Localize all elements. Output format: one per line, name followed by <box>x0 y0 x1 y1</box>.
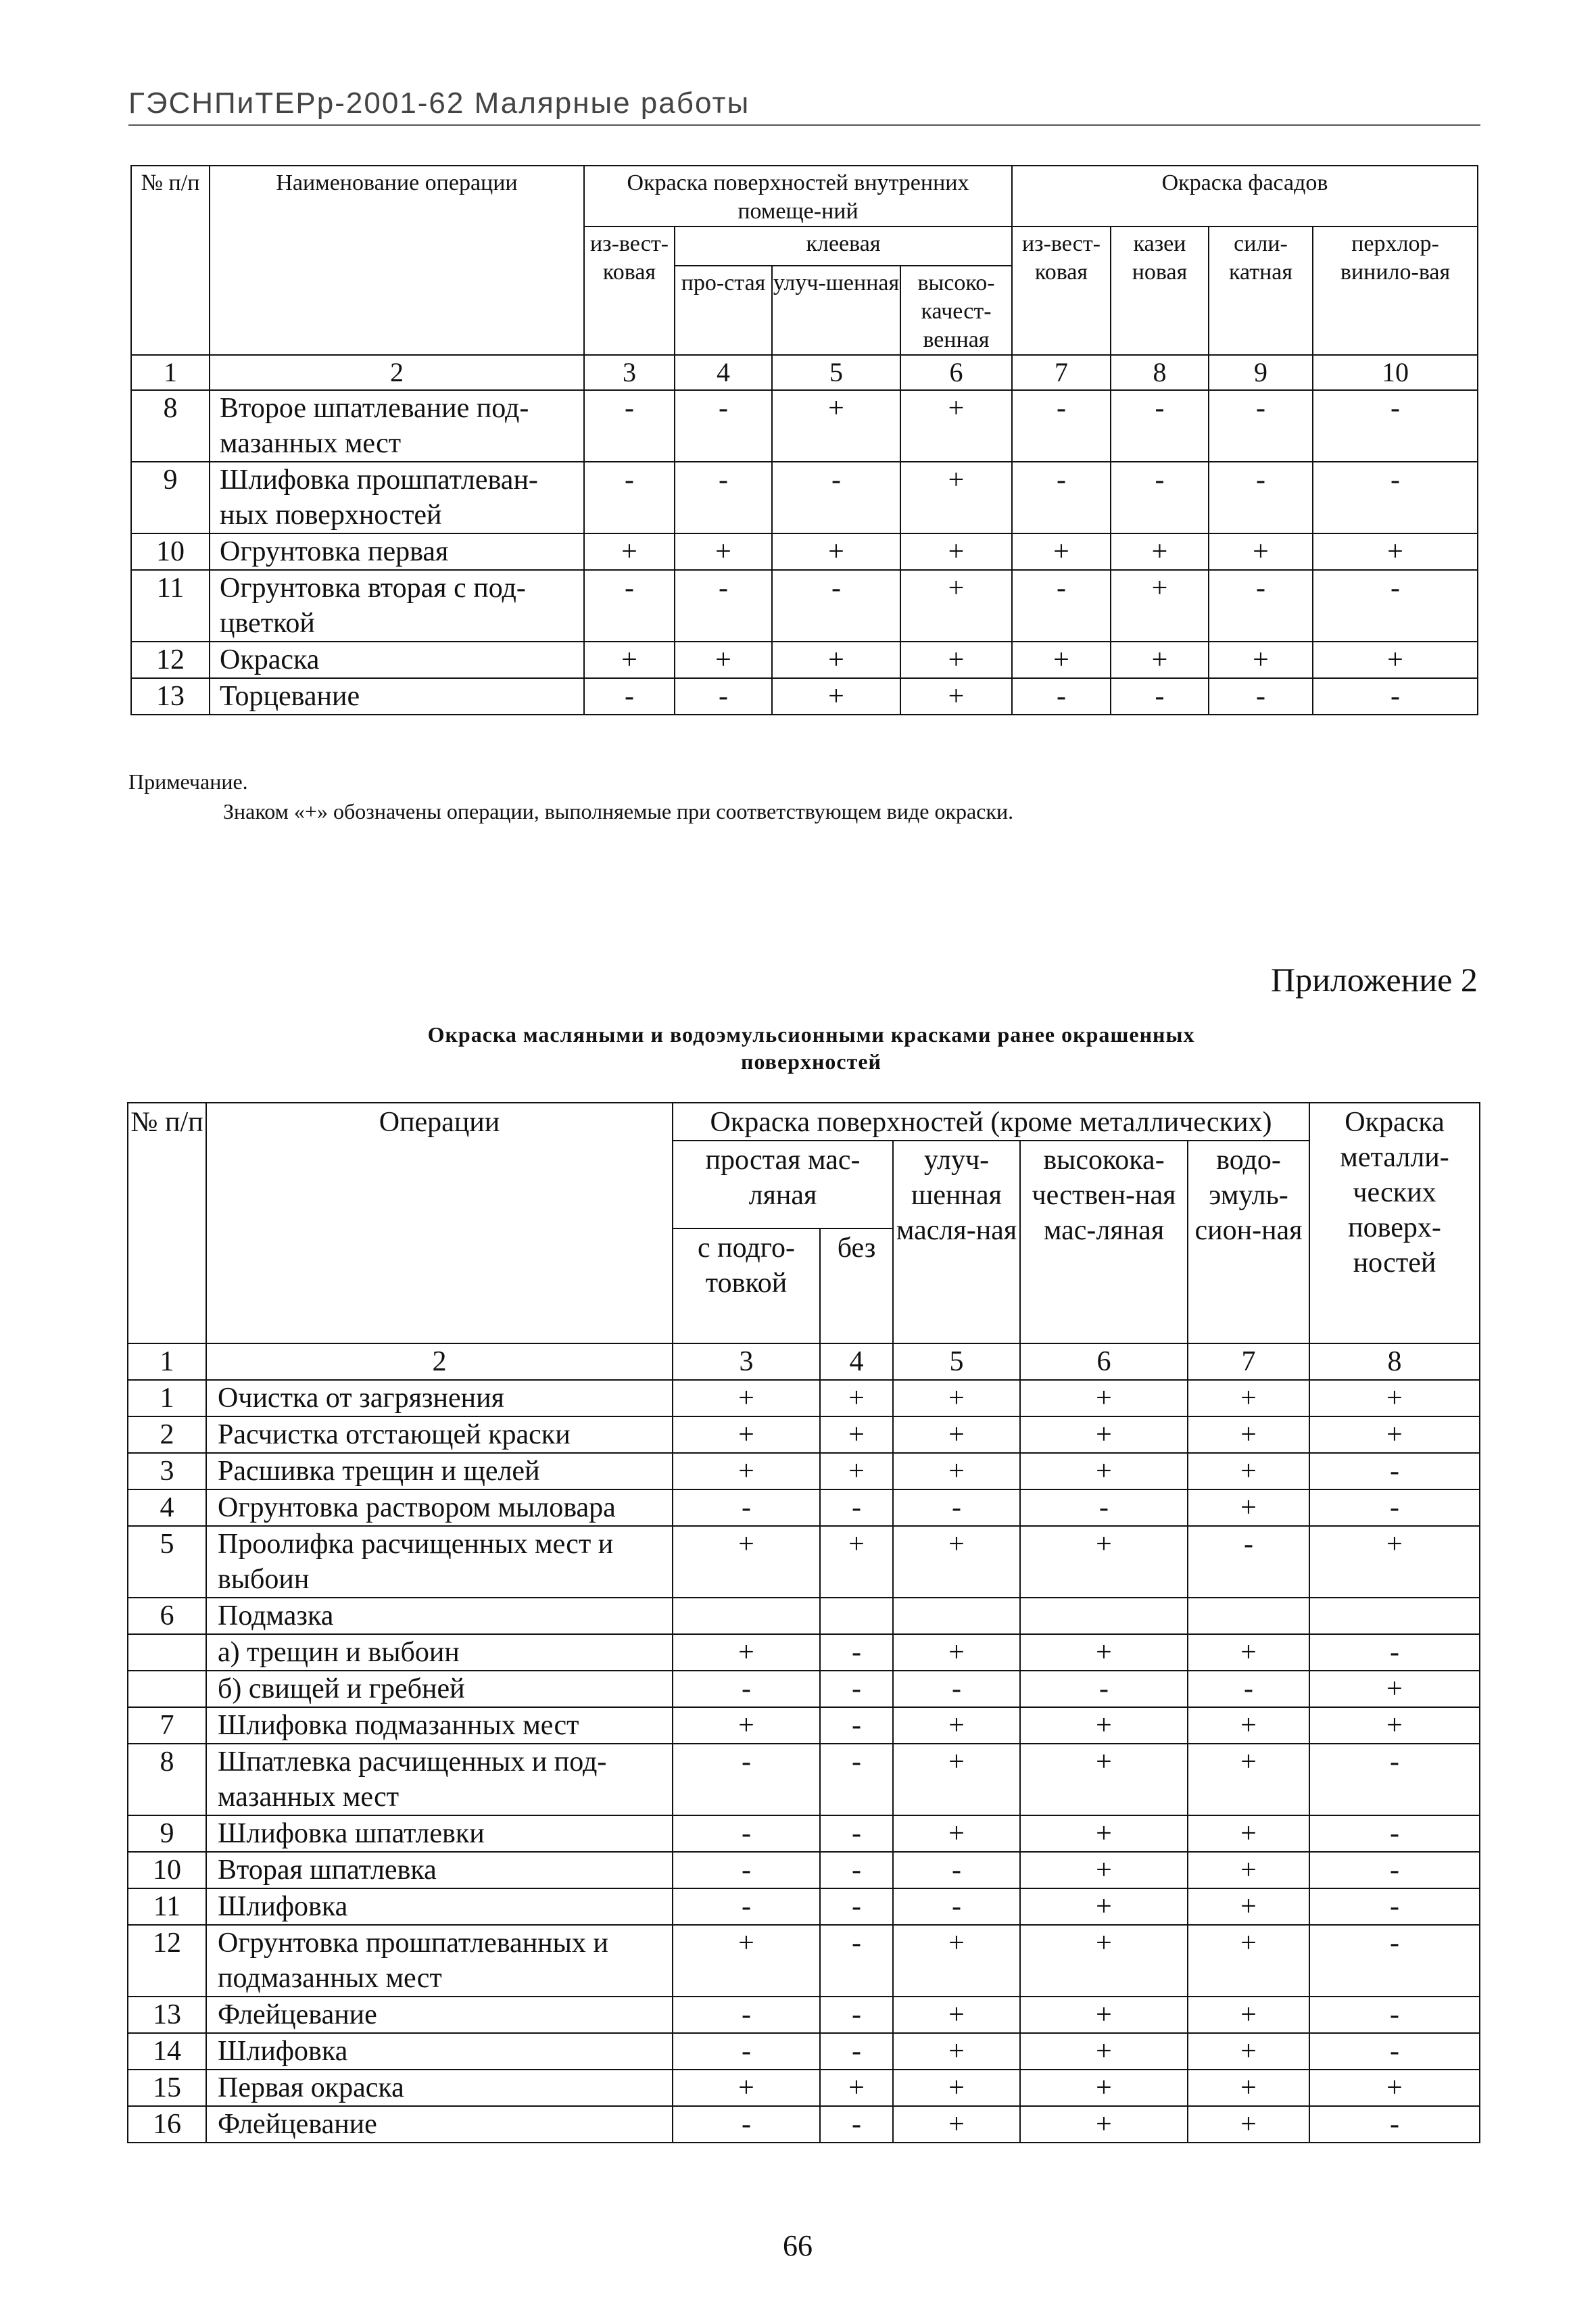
mark-cell: + <box>1020 2070 1188 2106</box>
table-row <box>131 462 1478 533</box>
mark-cell: + <box>893 1380 1020 1416</box>
mark-cell: - <box>675 390 772 462</box>
row-number-cell: 8 <box>131 390 210 462</box>
mark-cell: + <box>893 1453 1020 1489</box>
mark-cell: - <box>820 1707 893 1744</box>
document-header: ГЭСНПиТЕРр-2001-62 Малярные работы <box>128 87 750 120</box>
t1-head-fac-silicate: сили-катная <box>1209 226 1313 355</box>
row-number-cell: 11 <box>128 1888 206 1925</box>
mark-cell: - <box>1020 1671 1188 1707</box>
column-index-row <box>128 1343 1480 1380</box>
mark-cell: - <box>1309 1925 1480 1997</box>
mark-cell: - <box>584 678 675 715</box>
mark-cell: + <box>1309 2070 1480 2106</box>
mark-cell: + <box>893 1416 1020 1453</box>
mark-cell: - <box>675 462 772 533</box>
mark-cell: + <box>1020 2106 1188 2143</box>
operation-name-cell: Шпатлевка расчищенных и под-мазанных мест <box>206 1744 673 1815</box>
mark-cell: + <box>1020 1815 1188 1852</box>
mark-cell: - <box>820 1634 893 1671</box>
mark-cell: + <box>1188 1744 1309 1815</box>
mark-cell <box>1309 1598 1480 1634</box>
note-text: Знаком «+» обозначены операции, выполняемые при соответствующем виде окраски. <box>223 799 1014 824</box>
mark-cell: - <box>1313 462 1478 533</box>
mark-cell: + <box>1020 1526 1188 1598</box>
mark-cell: - <box>1309 1489 1480 1526</box>
mark-cell: - <box>820 1888 893 1925</box>
mark-cell: + <box>1188 1815 1309 1852</box>
mark-cell: + <box>1309 1707 1480 1744</box>
mark-cell: + <box>1188 1489 1309 1526</box>
mark-cell: - <box>673 1852 820 1888</box>
row-number-cell <box>128 1634 206 1671</box>
mark-cell: - <box>584 462 675 533</box>
mark-cell: - <box>820 1997 893 2033</box>
table-row <box>128 2033 1480 2070</box>
operation-name-cell: Расчистка отстающей краски <box>206 1416 673 1453</box>
mark-cell: + <box>900 533 1012 570</box>
operation-name-cell: Огрунтовка прошпатлеванных и подмазанных мест <box>206 1925 673 1997</box>
operation-name-cell: Вторая шпатлевка <box>206 1852 673 1888</box>
mark-cell: - <box>820 1671 893 1707</box>
row-number-cell: 6 <box>128 1598 206 1634</box>
mark-cell: + <box>1020 1744 1188 1815</box>
mark-cell: + <box>1188 1453 1309 1489</box>
table-row <box>128 1380 1480 1416</box>
column-index-cell: 9 <box>1209 355 1313 390</box>
operation-name-cell: Шлифовка шпатлевки <box>206 1815 673 1852</box>
table-row <box>128 2106 1480 2143</box>
row-number-cell: 5 <box>128 1526 206 1598</box>
mark-cell: - <box>1012 570 1111 642</box>
mark-cell: - <box>1209 390 1313 462</box>
mark-cell: + <box>820 1380 893 1416</box>
column-index-cell: 3 <box>673 1343 820 1380</box>
row-number-cell: 7 <box>128 1707 206 1744</box>
table-row <box>128 1634 1480 1671</box>
t2-head-improved: улуч-шенная масля-ная <box>893 1141 1020 1343</box>
mark-cell: + <box>893 1815 1020 1852</box>
table-row <box>131 642 1478 678</box>
mark-cell: + <box>673 1634 820 1671</box>
column-index-cell: 7 <box>1188 1343 1309 1380</box>
mark-cell: + <box>584 642 675 678</box>
mark-cell: + <box>673 1380 820 1416</box>
t1-head-facade: Окраска фасадов <box>1012 166 1478 226</box>
mark-cell: + <box>1188 1997 1309 2033</box>
mark-cell: + <box>1020 1888 1188 1925</box>
mark-cell: + <box>1020 1925 1188 1997</box>
note-label: Примечание. <box>128 769 248 794</box>
table-row <box>128 2070 1480 2106</box>
operation-name-cell: Огрунтовка первая <box>210 533 584 570</box>
mark-cell: + <box>1188 1380 1309 1416</box>
operation-name-cell: Проолифка расчищенных мест и выбоин <box>206 1526 673 1598</box>
t1-head-int-lime: из-вест-ковая <box>584 226 675 355</box>
column-index-cell: 2 <box>206 1343 673 1380</box>
mark-cell: - <box>820 2106 893 2143</box>
mark-cell: + <box>1188 1416 1309 1453</box>
mark-cell: + <box>1111 642 1209 678</box>
mark-cell: + <box>1188 1925 1309 1997</box>
operation-name-cell: Шлифовка прошпатлеван-ных поверхностей <box>210 462 584 533</box>
operations-table-1 <box>130 165 1478 715</box>
mark-cell: + <box>1020 1707 1188 1744</box>
table-row <box>128 1744 1480 1815</box>
operation-name-cell: б) свищей и гребней <box>206 1671 673 1707</box>
operation-name-cell: Огрунтовка вторая с под-цветкой <box>210 570 584 642</box>
t2-head-water: водо-эмуль-сион-ная <box>1188 1141 1309 1343</box>
mark-cell: + <box>584 533 675 570</box>
mark-cell: - <box>1309 1888 1480 1925</box>
column-index-cell: 5 <box>772 355 900 390</box>
column-index-cell: 6 <box>900 355 1012 390</box>
mark-cell: + <box>675 533 772 570</box>
mark-cell: + <box>675 642 772 678</box>
mark-cell: - <box>893 1671 1020 1707</box>
mark-cell: - <box>1111 678 1209 715</box>
mark-cell: + <box>893 1707 1020 1744</box>
table-row <box>128 1852 1480 1888</box>
mark-cell: + <box>1020 1634 1188 1671</box>
mark-cell: + <box>1309 1380 1480 1416</box>
mark-cell <box>673 1598 820 1634</box>
t2-head-num: № п/п <box>128 1103 206 1343</box>
mark-cell: + <box>1188 1707 1309 1744</box>
column-index-cell: 5 <box>893 1343 1020 1380</box>
mark-cell: + <box>820 1453 893 1489</box>
mark-cell: - <box>1309 1744 1480 1815</box>
mark-cell: - <box>673 1671 820 1707</box>
mark-cell: - <box>893 1888 1020 1925</box>
mark-cell: + <box>1012 642 1111 678</box>
mark-cell: - <box>1111 390 1209 462</box>
mark-cell: - <box>1188 1526 1309 1598</box>
mark-cell: + <box>1188 2033 1309 2070</box>
mark-cell: + <box>772 678 900 715</box>
mark-cell: - <box>1313 390 1478 462</box>
mark-cell: + <box>673 1925 820 1997</box>
mark-cell: - <box>584 390 675 462</box>
mark-cell: + <box>1012 533 1111 570</box>
mark-cell: - <box>673 2033 820 2070</box>
row-number-cell: 13 <box>131 678 210 715</box>
mark-cell: + <box>1111 570 1209 642</box>
mark-cell: + <box>1309 1526 1480 1598</box>
row-number-cell: 9 <box>128 1815 206 1852</box>
t2-head-simple-oil: простая мас-ляная <box>673 1141 893 1228</box>
mark-cell: - <box>820 1489 893 1526</box>
table-row <box>131 533 1478 570</box>
mark-cell: - <box>673 1489 820 1526</box>
mark-cell <box>893 1598 1020 1634</box>
mark-cell: + <box>900 678 1012 715</box>
column-index-cell: 10 <box>1313 355 1478 390</box>
operation-name-cell: Расшивка трещин и щелей <box>206 1453 673 1489</box>
table-row <box>131 390 1478 462</box>
mark-cell: + <box>673 1453 820 1489</box>
mark-cell <box>1188 1598 1309 1634</box>
mark-cell: - <box>1012 462 1111 533</box>
table-row <box>128 1707 1480 1744</box>
table-row <box>128 1671 1480 1707</box>
mark-cell: - <box>1309 2106 1480 2143</box>
mark-cell: - <box>1309 1453 1480 1489</box>
column-index-cell: 4 <box>820 1343 893 1380</box>
mark-cell: - <box>1313 570 1478 642</box>
row-number-cell: 3 <box>128 1453 206 1489</box>
t1-head-fac-pvc: перхлор-винило-вая <box>1313 226 1478 355</box>
mark-cell: + <box>900 462 1012 533</box>
mark-cell: - <box>820 1852 893 1888</box>
mark-cell: - <box>1309 1815 1480 1852</box>
mark-cell: - <box>772 570 900 642</box>
operation-name-cell: Окраска <box>210 642 584 678</box>
operation-name-cell: Первая окраска <box>206 2070 673 2106</box>
mark-cell: - <box>673 2106 820 2143</box>
mark-cell: - <box>820 1744 893 1815</box>
row-number-cell: 12 <box>128 1925 206 1997</box>
row-number-cell: 11 <box>131 570 210 642</box>
row-number-cell: 14 <box>128 2033 206 2070</box>
mark-cell: + <box>893 2106 1020 2143</box>
mark-cell: - <box>820 2033 893 2070</box>
t1-head-fac-casein: казеи новая <box>1111 226 1209 355</box>
mark-cell: + <box>1313 642 1478 678</box>
mark-cell: + <box>893 1744 1020 1815</box>
t1-head-interior: Окраска поверхностей внутренних помеще-ний <box>584 166 1012 226</box>
mark-cell: - <box>772 462 900 533</box>
row-number-cell: 4 <box>128 1489 206 1526</box>
mark-cell: + <box>1020 1997 1188 2033</box>
column-index-cell: 1 <box>131 355 210 390</box>
t2-head-with-prep: с подго-товкой <box>673 1228 820 1343</box>
mark-cell: + <box>1188 1852 1309 1888</box>
mark-cell: + <box>1209 642 1313 678</box>
t2-head-name: Операции <box>206 1103 673 1343</box>
mark-cell: - <box>1313 678 1478 715</box>
t2-head-without: без <box>820 1228 893 1343</box>
table-row <box>128 1526 1480 1598</box>
column-index-cell: 8 <box>1309 1343 1480 1380</box>
row-number-cell: 10 <box>128 1852 206 1888</box>
row-number-cell: 12 <box>131 642 210 678</box>
mark-cell <box>820 1598 893 1634</box>
mark-cell: - <box>1309 1852 1480 1888</box>
column-index-cell: 8 <box>1111 355 1209 390</box>
operation-name-cell: Второе шпатлевание под-мазанных мест <box>210 390 584 462</box>
operation-name-cell: Огрунтовка раствором мыловара <box>206 1489 673 1526</box>
mark-cell: + <box>900 570 1012 642</box>
mark-cell: + <box>893 1634 1020 1671</box>
mark-cell: + <box>1309 1416 1480 1453</box>
mark-cell <box>1020 1598 1188 1634</box>
t1-head-glue-improved: улуч-шенная <box>772 266 900 355</box>
row-number-cell: 1 <box>128 1380 206 1416</box>
mark-cell: + <box>900 390 1012 462</box>
table-row <box>128 1888 1480 1925</box>
appendix-title: Приложение 2 <box>1271 961 1478 999</box>
mark-cell: - <box>584 570 675 642</box>
mark-cell: - <box>673 1815 820 1852</box>
table-row <box>128 1598 1480 1634</box>
mark-cell: - <box>675 570 772 642</box>
mark-cell: - <box>675 678 772 715</box>
mark-cell: - <box>1209 678 1313 715</box>
mark-cell: + <box>820 2070 893 2106</box>
mark-cell: + <box>1313 533 1478 570</box>
table-row <box>128 1997 1480 2033</box>
mark-cell: - <box>1012 390 1111 462</box>
mark-cell: + <box>673 1416 820 1453</box>
column-index-cell: 1 <box>128 1343 206 1380</box>
t1-head-glue-high: высоко-качест-венная <box>900 266 1012 355</box>
row-number-cell <box>128 1671 206 1707</box>
row-number-cell: 16 <box>128 2106 206 2143</box>
mark-cell: + <box>1020 1852 1188 1888</box>
operation-name-cell: Торцевание <box>210 678 584 715</box>
column-index-cell: 7 <box>1012 355 1111 390</box>
mark-cell: + <box>893 1526 1020 1598</box>
mark-cell: - <box>1012 678 1111 715</box>
operation-name-cell: Флейцевание <box>206 1997 673 2033</box>
mark-cell: + <box>1188 2070 1309 2106</box>
mark-cell: + <box>1020 1416 1188 1453</box>
mark-cell: + <box>893 2070 1020 2106</box>
mark-cell: + <box>1020 2033 1188 2070</box>
mark-cell: - <box>1309 2033 1480 2070</box>
mark-cell: - <box>673 1744 820 1815</box>
mark-cell: + <box>820 1526 893 1598</box>
operation-name-cell: Подмазка <box>206 1598 673 1634</box>
mark-cell: + <box>820 1416 893 1453</box>
mark-cell: - <box>673 1997 820 2033</box>
row-number-cell: 2 <box>128 1416 206 1453</box>
mark-cell: + <box>893 2033 1020 2070</box>
mark-cell: + <box>1188 1888 1309 1925</box>
mark-cell: + <box>673 1526 820 1598</box>
operation-name-cell: Шлифовка <box>206 1888 673 1925</box>
mark-cell: - <box>820 1815 893 1852</box>
header-rule <box>128 124 1480 126</box>
t1-head-int-glue: клеевая <box>675 226 1012 266</box>
mark-cell: + <box>893 1997 1020 2033</box>
operation-name-cell: а) трещин и выбоин <box>206 1634 673 1671</box>
t2-head-metal: Окраска металли-ческих поверх-ностей <box>1309 1103 1480 1343</box>
mark-cell: - <box>1209 462 1313 533</box>
mark-cell: + <box>1111 533 1209 570</box>
column-index-cell: 2 <box>210 355 584 390</box>
mark-cell: - <box>1111 462 1209 533</box>
table-row <box>128 1416 1480 1453</box>
row-number-cell: 9 <box>131 462 210 533</box>
operation-name-cell: Очистка от загрязнения <box>206 1380 673 1416</box>
mark-cell: - <box>1209 570 1313 642</box>
row-number-cell: 8 <box>128 1744 206 1815</box>
mark-cell: + <box>1188 2106 1309 2143</box>
mark-cell: - <box>1188 1671 1309 1707</box>
operation-name-cell: Шлифовка подмазанных мест <box>206 1707 673 1744</box>
row-number-cell: 13 <box>128 1997 206 2033</box>
mark-cell: + <box>1209 533 1313 570</box>
mark-cell: - <box>893 1489 1020 1526</box>
mark-cell: + <box>673 1707 820 1744</box>
mark-cell: + <box>1020 1380 1188 1416</box>
column-index-cell: 6 <box>1020 1343 1188 1380</box>
table-row <box>128 1453 1480 1489</box>
mark-cell: + <box>772 390 900 462</box>
mark-cell: + <box>772 533 900 570</box>
table-row <box>128 1925 1480 1997</box>
table2-title: Окраска масляными и водоэмульсионными красками ранее окрашенных поверхностей <box>427 1022 1195 1074</box>
table-row <box>131 678 1478 715</box>
mark-cell: + <box>772 642 900 678</box>
t1-head-num: № п/п <box>131 166 210 355</box>
mark-cell: - <box>893 1852 1020 1888</box>
table-row <box>128 1815 1480 1852</box>
mark-cell: + <box>1188 1634 1309 1671</box>
t1-head-glue-simple: про-стая <box>675 266 772 355</box>
page-number: 66 <box>783 2229 813 2262</box>
t1-head-name: Наименование операции <box>210 166 584 355</box>
row-number-cell: 15 <box>128 2070 206 2106</box>
mark-cell: + <box>900 642 1012 678</box>
mark-cell: - <box>673 1888 820 1925</box>
operation-name-cell: Флейцевание <box>206 2106 673 2143</box>
column-index-row <box>131 355 1478 390</box>
t1-head-fac-lime: из-вест-ковая <box>1012 226 1111 355</box>
row-number-cell: 10 <box>131 533 210 570</box>
mark-cell: - <box>1309 1997 1480 2033</box>
table-row <box>128 1489 1480 1526</box>
operation-name-cell: Шлифовка <box>206 2033 673 2070</box>
mark-cell: + <box>1020 1453 1188 1489</box>
mark-cell: + <box>1309 1671 1480 1707</box>
column-index-cell: 4 <box>675 355 772 390</box>
mark-cell: + <box>893 1925 1020 1997</box>
table-row <box>131 570 1478 642</box>
t2-head-group: Окраска поверхностей (кроме металлических) <box>673 1103 1309 1141</box>
column-index-cell: 3 <box>584 355 675 390</box>
mark-cell: - <box>1020 1489 1188 1526</box>
mark-cell: - <box>820 1925 893 1997</box>
operations-table-2 <box>127 1102 1480 2143</box>
t2-head-high: высокока-чествен-ная мас-ляная <box>1020 1141 1188 1343</box>
mark-cell: - <box>1309 1634 1480 1671</box>
mark-cell: + <box>673 2070 820 2106</box>
